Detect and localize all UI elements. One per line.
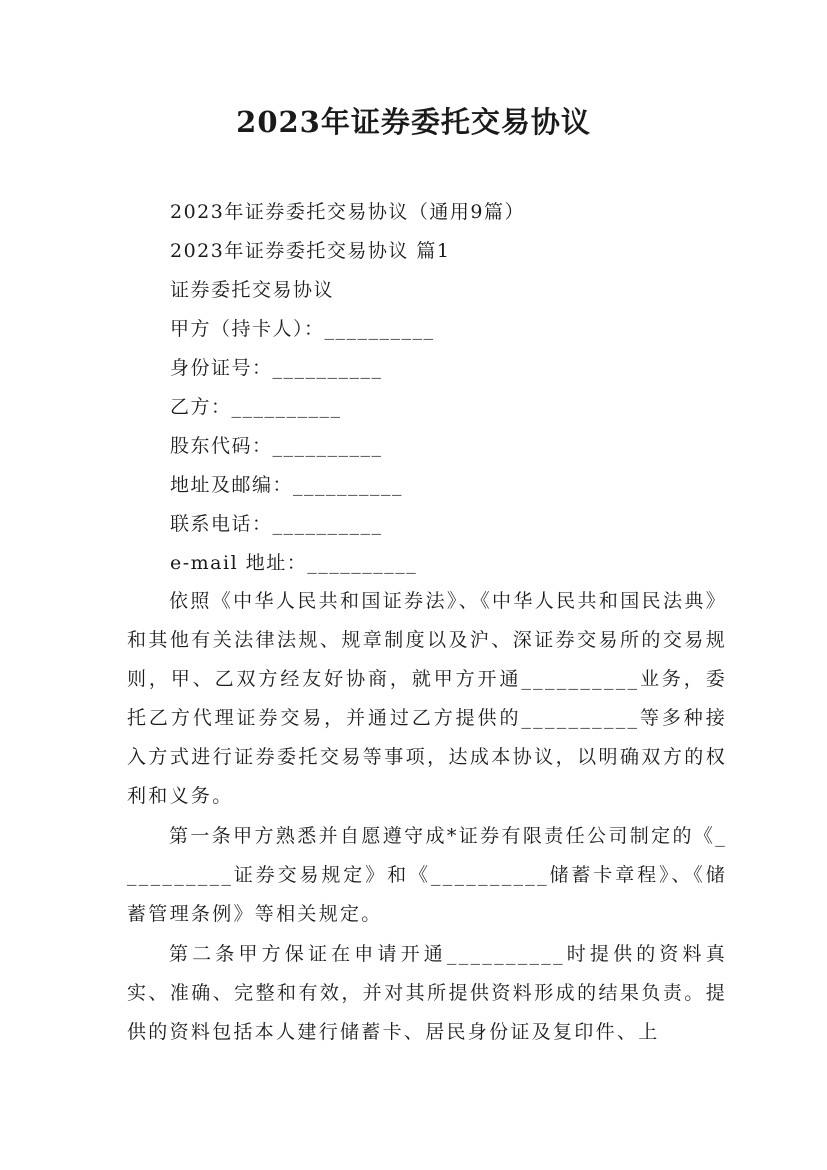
document-title: 2023年证券委托交易协议: [236, 105, 591, 139]
field-address-postcode: 地址及邮编：__________: [170, 474, 404, 496]
field-party-b: 乙方：__________: [170, 396, 342, 418]
paragraph-article-1: 第一条甲方熟悉并自愿遵守成*证券有限责任公司制定的《__________证券交易规定》和《__________储蓄卡章程》、《储蓄管理条例》等相关规定。: [127, 825, 727, 925]
field-id-number: 身份证号：__________: [170, 357, 383, 379]
heading-line-agreement-name: 证券委托交易协议: [170, 279, 335, 301]
heading-line-part-title: 2023年证券委托交易协议 篇1: [170, 240, 451, 262]
paragraph-article-2: 第二条甲方保证在申请开通__________时提供的资料真实、准确、完整和有效，并对其所提供资料形成的结果负责。提供的资料包括本人建行储蓄卡、居民身份证及复印件、上: [127, 943, 727, 1043]
paragraph-preamble: 依照《中华人民共和国证券法》、《中华人民共和国民法典》和其他有关法律法规、规章制度以及沪、深证券交易所的交易规则，甲、乙双方经友好协商，就甲方开通__________业务，委托乙方代理证券交易，并通过乙方提供的__________等多种接入方式进行证券委托交易等事项，达成本协议，以明确双方的权利和义务。: [127, 590, 727, 807]
heading-line-collection-title: 2023年证券委托交易协议（通用9篇）: [170, 201, 525, 223]
field-phone: 联系电话：__________: [170, 513, 383, 535]
field-shareholder-code: 股东代码：__________: [170, 435, 383, 457]
field-email: e-mail 地址：__________: [170, 552, 418, 574]
field-party-a: 甲方（持卡人）：__________: [170, 318, 435, 340]
